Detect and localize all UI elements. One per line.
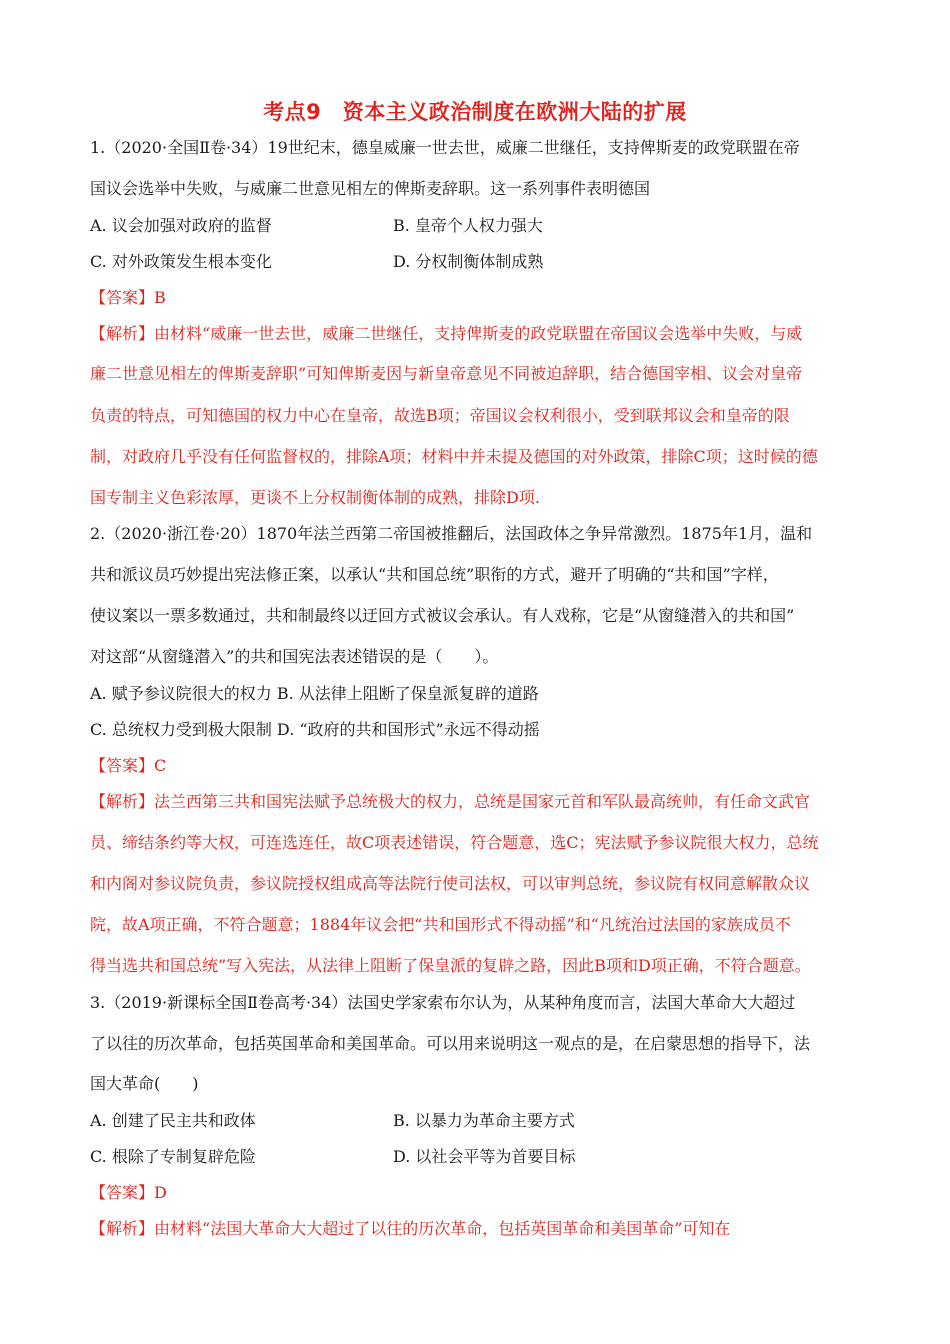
question-3-answer: [90, 1182, 870, 1204]
question-2-options-ab: A. 赋予参议院很大的权力 B. 从法律上阻断了保皇派复辟的道路: [90, 684, 539, 703]
analysis-text: 法兰西第三共和国宪法赋予总统极大的权力，总统是国家元首和军队最高统帅，有任命文武官: [154, 792, 811, 811]
analysis-tag: 【解析】: [90, 1219, 155, 1238]
question-1-option-b: B. 皇帝个人权力强大: [393, 216, 543, 235]
question-2-line-4: 对这部“从窗缝潜入”的共和国宪法表述错误的是（ ）。: [90, 647, 499, 666]
question-2-analysis-line-4: 院，故A项正确，不符合题意；1884年议会把“共和国形式不得动摇”和“凡统治过法国的家族成员不: [90, 915, 791, 934]
analysis-tag: 【解析】: [90, 792, 155, 811]
analysis-text: 由材料“威廉一世去世，威廉二世继任，支持俾斯麦的政党联盟在帝国议会选举中失败，与威: [154, 324, 803, 343]
question-3-option-c: C. 根除了专制复辟危险: [90, 1147, 256, 1166]
question-2-analysis-line-1: [90, 791, 870, 813]
question-1-option-a: A. 议会加强对政府的监督: [90, 216, 272, 235]
answer-value: B: [154, 288, 166, 307]
answer-value: C: [154, 756, 167, 775]
question-1-analysis-line-4: 制，对政府几乎没有任何监督权的，排除A项；材料中并未提及德国的对外政策，排除C项；这时候的德: [90, 447, 818, 466]
answer-value: D: [154, 1183, 167, 1202]
question-3-option-d: D. 以社会平等为首要目标: [393, 1147, 576, 1166]
page-title: 考点9 资本主义政治制度在欧洲大陆的扩展: [263, 100, 687, 124]
question-1-analysis-line-2: 廉二世意见相左的俾斯麦辞职”可知俾斯麦因与新皇帝意见不同被迫辞职，结合德国宰相、议会对皇帝: [90, 364, 803, 383]
question-2-analysis-line-2: 员、缔结条约等大权，可连选连任，故C项表述错误，符合题意，选C；宪法赋予参议院很大权力，总统: [90, 833, 819, 852]
question-1-analysis-line-3: 负责的特点，可知德国的权力中心在皇帝，故选B项；帝国议会权利很小，受到联邦议会和皇帝的限: [90, 406, 790, 425]
analysis-text: 由材料“法国大革命大大超过了以往的历次革命，包括英国革命和美国革命”可知在: [154, 1219, 731, 1238]
question-2-line-1: 2.（2020·浙江卷·20）1870年法兰西第二帝国被推翻后，法国政体之争异常激烈。1875年1月，温和: [90, 524, 813, 543]
question-2-analysis-line-5: 得当选共和国总统”写入宪法，从法律上阻断了保皇派的复辟之路，因此B项和D项正确，不符合题意。: [90, 956, 811, 975]
question-3-line-2: 了以往的历次革命，包括英国革命和美国革命。可以用来说明这一观点的是，在启蒙思想的指导下，法: [90, 1034, 811, 1053]
question-2-answer: [90, 755, 870, 777]
question-2-line-3: 使议案以一票多数通过，共和制最终以迂回方式被议会承认。有人戏称，它是“从窗缝潜入的共和国”: [90, 606, 795, 625]
answer-tag: 【答案】: [90, 1183, 155, 1202]
analysis-tag: 【解析】: [90, 324, 155, 343]
question-1-option-c: C. 对外政策发生根本变化: [90, 252, 272, 271]
question-2-options-cd: C. 总统权力受到极大限制 D. “政府的共和国形式”永远不得动摇: [90, 720, 540, 739]
question-3-line-1: 3.（2019·新课标全国Ⅱ卷高考·34）法国史学家索布尔认为，从某种角度而言，法国大革命大大超过: [90, 993, 796, 1012]
question-3-option-a: A. 创建了民主共和政体: [90, 1111, 256, 1130]
question-1-line-1: 1.（2020·全国Ⅱ卷·34）19世纪末，德皇威廉一世去世，威廉二世继任，支持俾斯麦的政党联盟在帝: [90, 138, 800, 157]
answer-tag: 【答案】: [90, 756, 155, 775]
question-1-analysis-line-1: [90, 323, 870, 345]
question-1-option-d: D. 分权制衡体制成熟: [393, 252, 544, 271]
question-2-line-2: 共和派议员巧妙提出宪法修正案，以承认“共和国总统”职衔的方式，避开了明确的“共和国”字样，: [90, 565, 779, 584]
answer-tag: 【答案】: [90, 288, 155, 307]
question-1-line-2: 国议会选举中失败，与威廉二世意见相左的俾斯麦辞职。这一系列事件表明德国: [90, 179, 651, 198]
question-3-line-3: 国大革命( ): [90, 1074, 199, 1093]
question-1-answer: [90, 287, 870, 309]
question-3-option-b: B. 以暴力为革命主要方式: [393, 1111, 575, 1130]
question-2-analysis-line-3: 和内阁对参议院负责，参议院授权组成高等法院行使司法权，可以审判总统，参议院有权同意解散众议: [90, 874, 811, 893]
question-1-analysis-line-5: 国专制主义色彩浓厚，更谈不上分权制衡体制的成熟，排除D项.: [90, 488, 540, 507]
question-3-analysis-line-1: [90, 1218, 870, 1240]
